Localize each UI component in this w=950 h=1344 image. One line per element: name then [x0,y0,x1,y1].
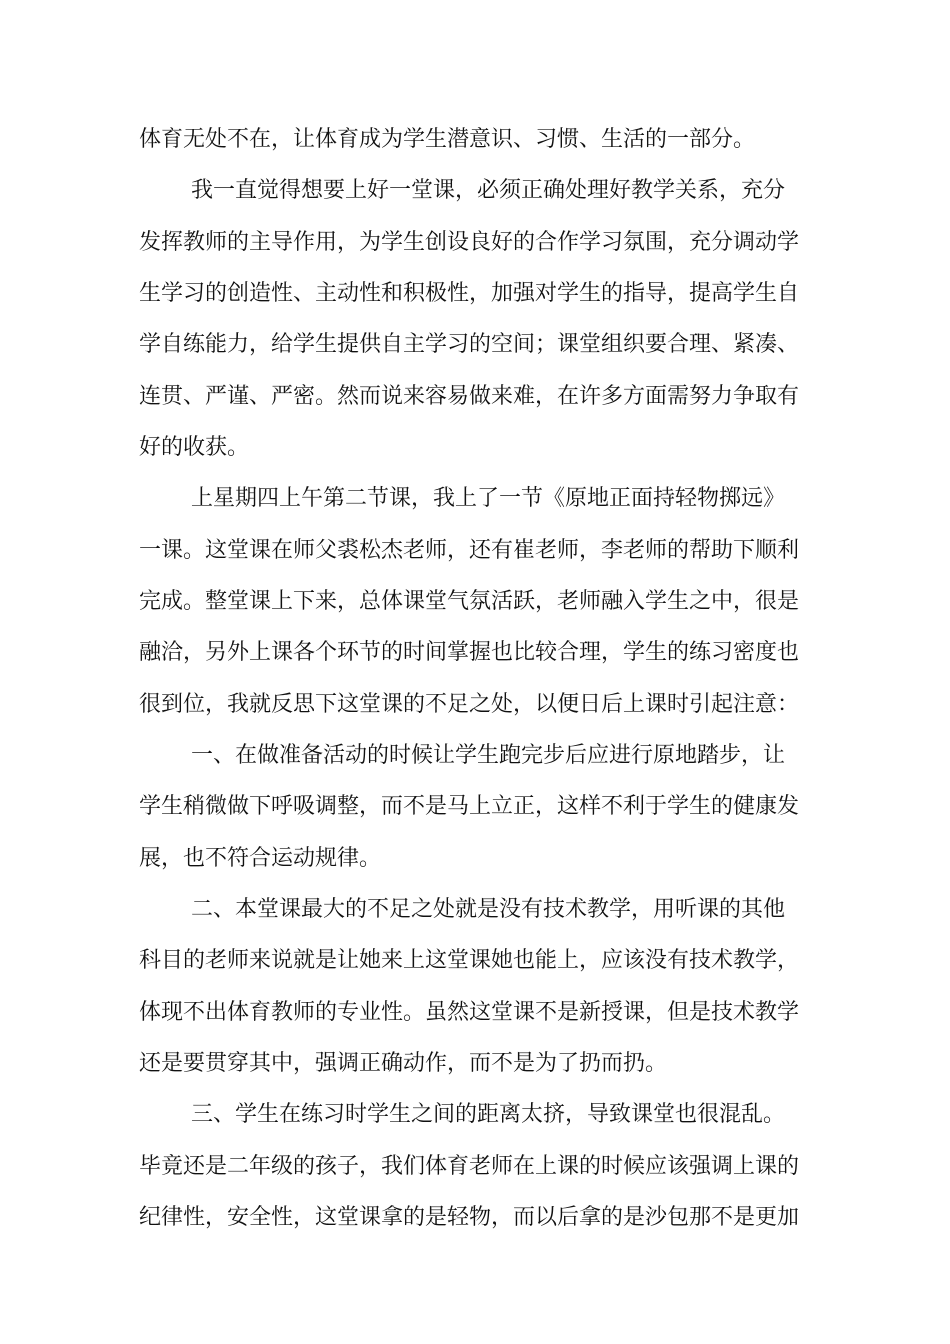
paragraph-first-line: 三、学生在练习时学生之间的距离太挤，导致课堂也很混乱。 [191,1102,786,1127]
text-line: 好的收获。 [139,435,250,460]
text-line: 融洽，另外上课各个环节的时间掌握也比较合理，学生的练习密度也 [139,640,800,665]
text-line: 生学习的创造性、主动性和积极性，加强对学生的指导，提高学生自 [139,281,800,306]
text-line: 体现不出体育教师的专业性。虽然这堂课不是新授课，但是技术教学 [139,1000,800,1025]
paragraph-first-line: 一、在做准备活动的时候让学生跑完步后应进行原地踏步，让 [191,743,786,768]
paragraph-first-line: 上星期四上午第二节课，我上了一节《原地正面持轻物掷远》 [191,486,786,511]
text-line: 纪律性，安全性，这堂课拿的是轻物，而以后拿的是沙包那不是更加 [139,1205,800,1230]
text-line: 体育无处不在，让体育成为学生潜意识、习惯、生活的一部分。 [139,127,756,152]
text-line: 发挥教师的主导作用，为学生创设良好的合作学习氛围，充分调动学 [139,230,800,255]
text-line: 展，也不符合运动规律。 [139,846,382,871]
paragraph-first-line: 我一直觉得想要上好一堂课，必须正确处理好教学关系，充分 [191,178,786,203]
paragraph-first-line: 二、本堂课最大的不足之处就是没有技术教学，用听课的其他 [191,897,786,922]
text-line: 连贯、严谨、严密。然而说来容易做来难，在许多方面需努力争取有 [139,384,800,409]
text-line: 一课。这堂课在师父裘松杰老师，还有崔老师，李老师的帮助下顺利 [139,538,800,563]
text-line: 学自练能力，给学生提供自主学习的空间；课堂组织要合理、紧凑、 [139,332,800,357]
text-line: 科目的老师来说就是让她来上这堂课她也能上，应该没有技术教学， [139,948,800,973]
text-line: 还是要贯穿其中，强调正确动作，而不是为了扔而扔。 [139,1051,668,1076]
text-line: 完成。整堂课上下来，总体课堂气氛活跃，老师融入学生之中，很是 [139,589,800,614]
text-line: 毕竟还是二年级的孩子，我们体育老师在上课的时候应该强调上课的 [139,1154,800,1179]
text-line: 很到位，我就反思下这堂课的不足之处，以便日后上课时引起注意： [139,692,800,717]
text-line: 学生稍微做下呼吸调整，而不是马上立正，这样不利于学生的健康发 [139,794,800,819]
